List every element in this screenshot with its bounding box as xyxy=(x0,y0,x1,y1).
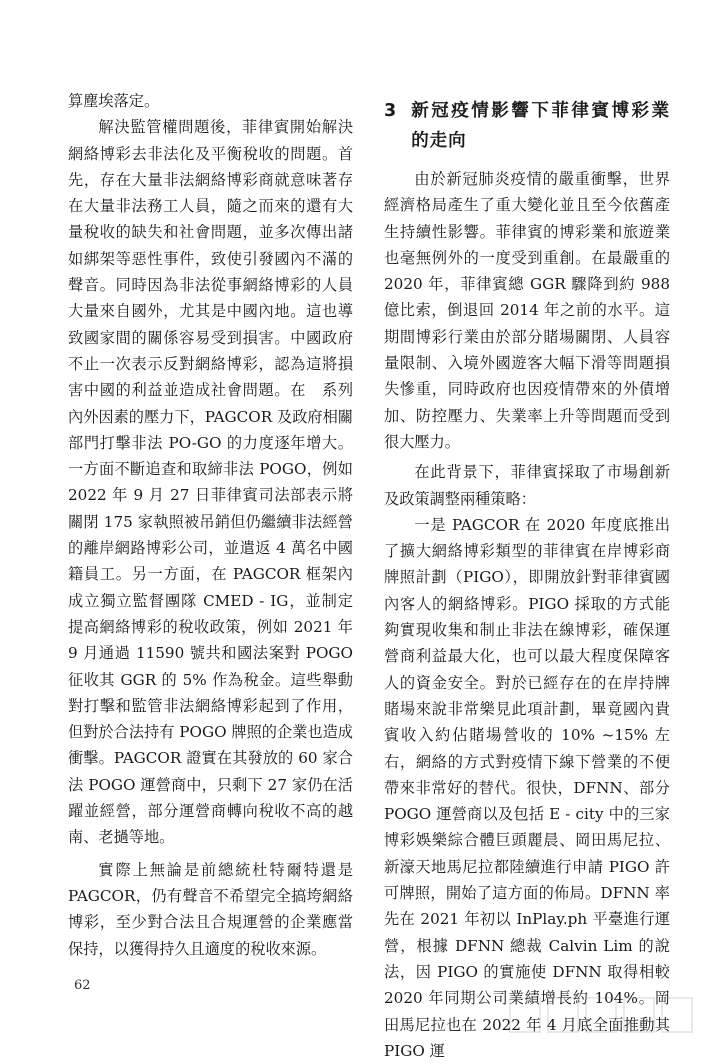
left-column xyxy=(68,88,353,962)
section-heading xyxy=(384,96,670,156)
section-number: 3 xyxy=(384,101,398,121)
section-title: 新冠疫情影響下菲律賓博彩業的走向 xyxy=(411,101,670,151)
right-paragraph-2: 在此背景下，菲律賓採取了市場創新及政策調整兩種策略： xyxy=(384,463,670,508)
left-paragraph-2: 解決監管權問題後，菲律賓開始解決網絡博彩去非法化及平衡稅收的問題。首先，存在大量非法網絡博彩商就意味著存在大量非法務工人員，隨之而來的還有大量稅收的缺失和社會問題，並多次傳出諸如綁架等惡性事件，致使引發國內不滿的聲音。同時因為非法從事網絡博彩的人員大量來自國外，尤其是中國內地。這也導致國家間的關係容易受到損害。中國政府不止一次表示反對網絡博彩，認為這將損害中國的利益並造成社會問題。在 系列內外因素的壓力下，PAGCOR 及政府相關部門打擊非法 PO-GO 的力度逐年增大。一方面不斷追查和取締非法 POGO，例如 2022 年 9 月 27 日菲律賓司法部表示將關閉 175 家執照被吊銷但仍繼續非法經營的離岸網路博彩公司，並遣返 4 萬名中國籍員工。另一方面，在 PAGCOR 框架內成立獨立監督團隊 CMED - IG，並制定提高網絡博彩的稅收政策，例如 2021 年 9 月通過 11590 號共和國法案對 POGO 征收其 GGR 的 5% 作為稅金。這些舉動對打擊和監管非法網絡博彩起到了作用，但對於合法持有 POGO 牌照的企業也造成衝擊。PAGCOR 證實在其發放的 60 家合法 POGO 運營商中，只剩下 27 家仍在活躍並經營，部分運營商轉向稅收不高的越南、老撾等地。 xyxy=(68,118,353,847)
watermark-logo-icon xyxy=(508,992,708,1038)
left-paragraph-1: 算塵埃落定。 xyxy=(68,92,160,110)
page-number: 62 xyxy=(74,978,91,993)
right-paragraph-1: 由於新冠肺炎疫情的嚴重衝擊，世界經濟格局產生了重大變化並且至今依舊產生持續性影響。菲律賓的博彩業和旅遊業也毫無例外的一度受到重創。在最嚴重的 2020 年，菲律賓總 GGR 驟降到約 988 億比索，倒退回 2014 年之前的水平。這期間博彩行業由於部分賭場關閉、人員容量限制、入境外國遊客大幅下滑等問題損失慘重，同時政府也因疫情帶來的外債增加、防控壓力、失業率上升等問題而受到很大壓力。 xyxy=(384,170,670,451)
right-paragraph-3: 一是 PAGCOR 在 2020 年度底推出了擴大網絡博彩類型的菲律賓在岸博彩商牌照計劃（PIGO），即開放針對菲律賓國內客人的網絡博彩。PIGO 採取的方式能夠實現收集和制止非法在線博彩，確保運營商利益最大化，也可以最大程度保障客人的資金安全。對於已經存在的在岸持牌賭場來說非常樂見此項計劃，畢竟國內貴賓收入約佔賭場營收的 10% ~15% 左右，網絡的方式對疫情下線下營業的不便帶來非常好的替代。很快，DFNN、部分 POGO 運營商以及包括 E - city 中的三家博彩娛樂綜合體巨頭麗晨、岡田馬尼拉、新濠天地馬尼拉都陸續進行申請 PIGO 許可牌照，開始了這方面的佈局。DFNN 率先在 2021 年初以 InPlay.ph 平臺進行運營，根據 DFNN 總裁 Calvin Lim 的說法，因 PIGO 的實施使 DFNN 取得相較 2020 年同期公司業績增長約 104%。岡田馬尼拉也在 2022 年 4 月底全面推動其 PIGO 運 xyxy=(384,515,670,1060)
right-column xyxy=(384,88,670,1064)
left-paragraph-3: 實際上無論是前總統杜特爾特還是 PAGCOR，仍有聲音不希望完全搞垮網絡博彩，至少對合法且合規運營的企業應當保持，以獲得持久且適度的稅收來源。 xyxy=(68,860,353,958)
